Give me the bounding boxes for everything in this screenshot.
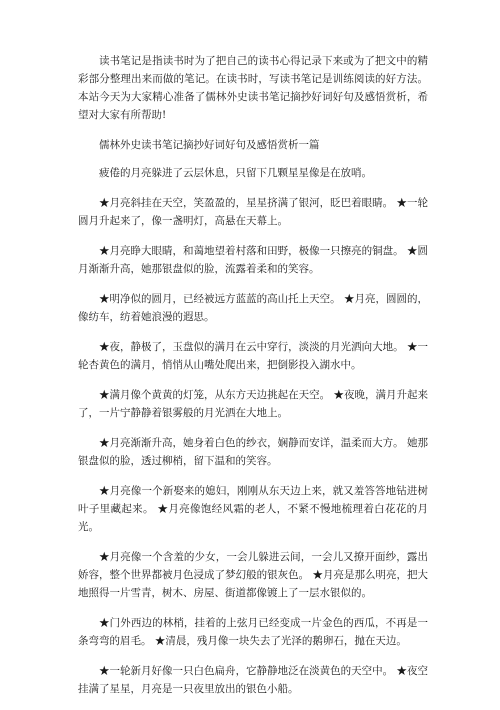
- body-paragraph: 疲倦的月亮躲进了云层休息，只留下几颗星星像是在放哨。: [99, 167, 372, 179]
- section-title: 儒林外史读书笔记摘抄好词好句及感悟赏析一篇: [99, 139, 320, 151]
- intro-paragraph: 读书笔记是指读书时为了把自己的读书心得记录下来或为了把文中的精彩部分整理出来而做的笔记。在读书时，写读书笔记是训练阅读的好方法。本站今天为大家精心准备了儒林外史读书笔记摘抄好词好句及感悟赏析，希望对大家有所帮助!: [78, 55, 428, 121]
- body-paragraph: ★一轮新月好像一只白色扁舟，它静静地泛在淡黄色的天空中。 ★夜空挂满了星星，月亮是一只夜里放出的银色小船。: [78, 665, 428, 695]
- body-paragraph: ★门外西边的林梢，挂着的上弦月已经变成一片金色的西瓜，不再是一条弯弯的眉毛。 ★清晨，残月像一块失去了光泽的鹅卵石，抛在天边。: [78, 617, 428, 647]
- body-paragraph: ★月亮斜挂在天空，笑盈盈的，星星挤满了银河，眨巴着眼睛。 ★一轮圆月升起来了，像一盏明灯，高悬在天幕上。: [78, 197, 428, 227]
- body-paragraph: ★月亮像一个含羞的少女，一会儿躲进云间，一会儿又撩开面纱，露出娇容，整个世界都被月色浸成了梦幻般的银灰色。 ★月亮是那么明亮，把大地照得一片雪青，树木、房屋、街道都像镀上了一层水银似的。: [78, 551, 428, 599]
- body-paragraph: ★满月像个黄黄的灯笼，从东方天边挑起在天空。 ★夜晚，满月升起来了，一片宁静静着银雾般的月光洒在大地上。: [78, 389, 428, 419]
- article-body: [78, 52, 428, 710]
- body-paragraph: ★月亮像一个新娶来的媳妇，刚刚从东天边上来，就又羞答答地钻进树叶子里藏起来。 ★月亮像饱经风霜的老人，不紧不慢地梳理着白花花的月光。: [78, 485, 428, 533]
- body-paragraph: ★月亮睁大眼睛，和蔼地望着村落和田野，极像一只擦亮的铜盘。 ★圆月渐渐升高，她那银盘似的脸，流露着柔和的笑容。: [78, 245, 428, 275]
- body-paragraph: ★夜，静极了，玉盘似的满月在云中穿行，淡淡的月光洒向大地。 ★一轮杏黄色的满月，悄悄从山嘴处爬出来，把倒影投入湖水中。: [78, 341, 428, 371]
- body-paragraph: ★月亮渐渐升高，她身着白色的纱衣，娴静而安详，温柔而大方。 她那银盘似的脸，透过柳梢，留下温和的笑容。: [78, 437, 428, 467]
- body-paragraph: ★明净似的圆月，已经被远方蓝蓝的高山托上天空。 ★月亮，圆圆的，像纺车，纺着她浪漫的遐思。: [78, 293, 428, 323]
